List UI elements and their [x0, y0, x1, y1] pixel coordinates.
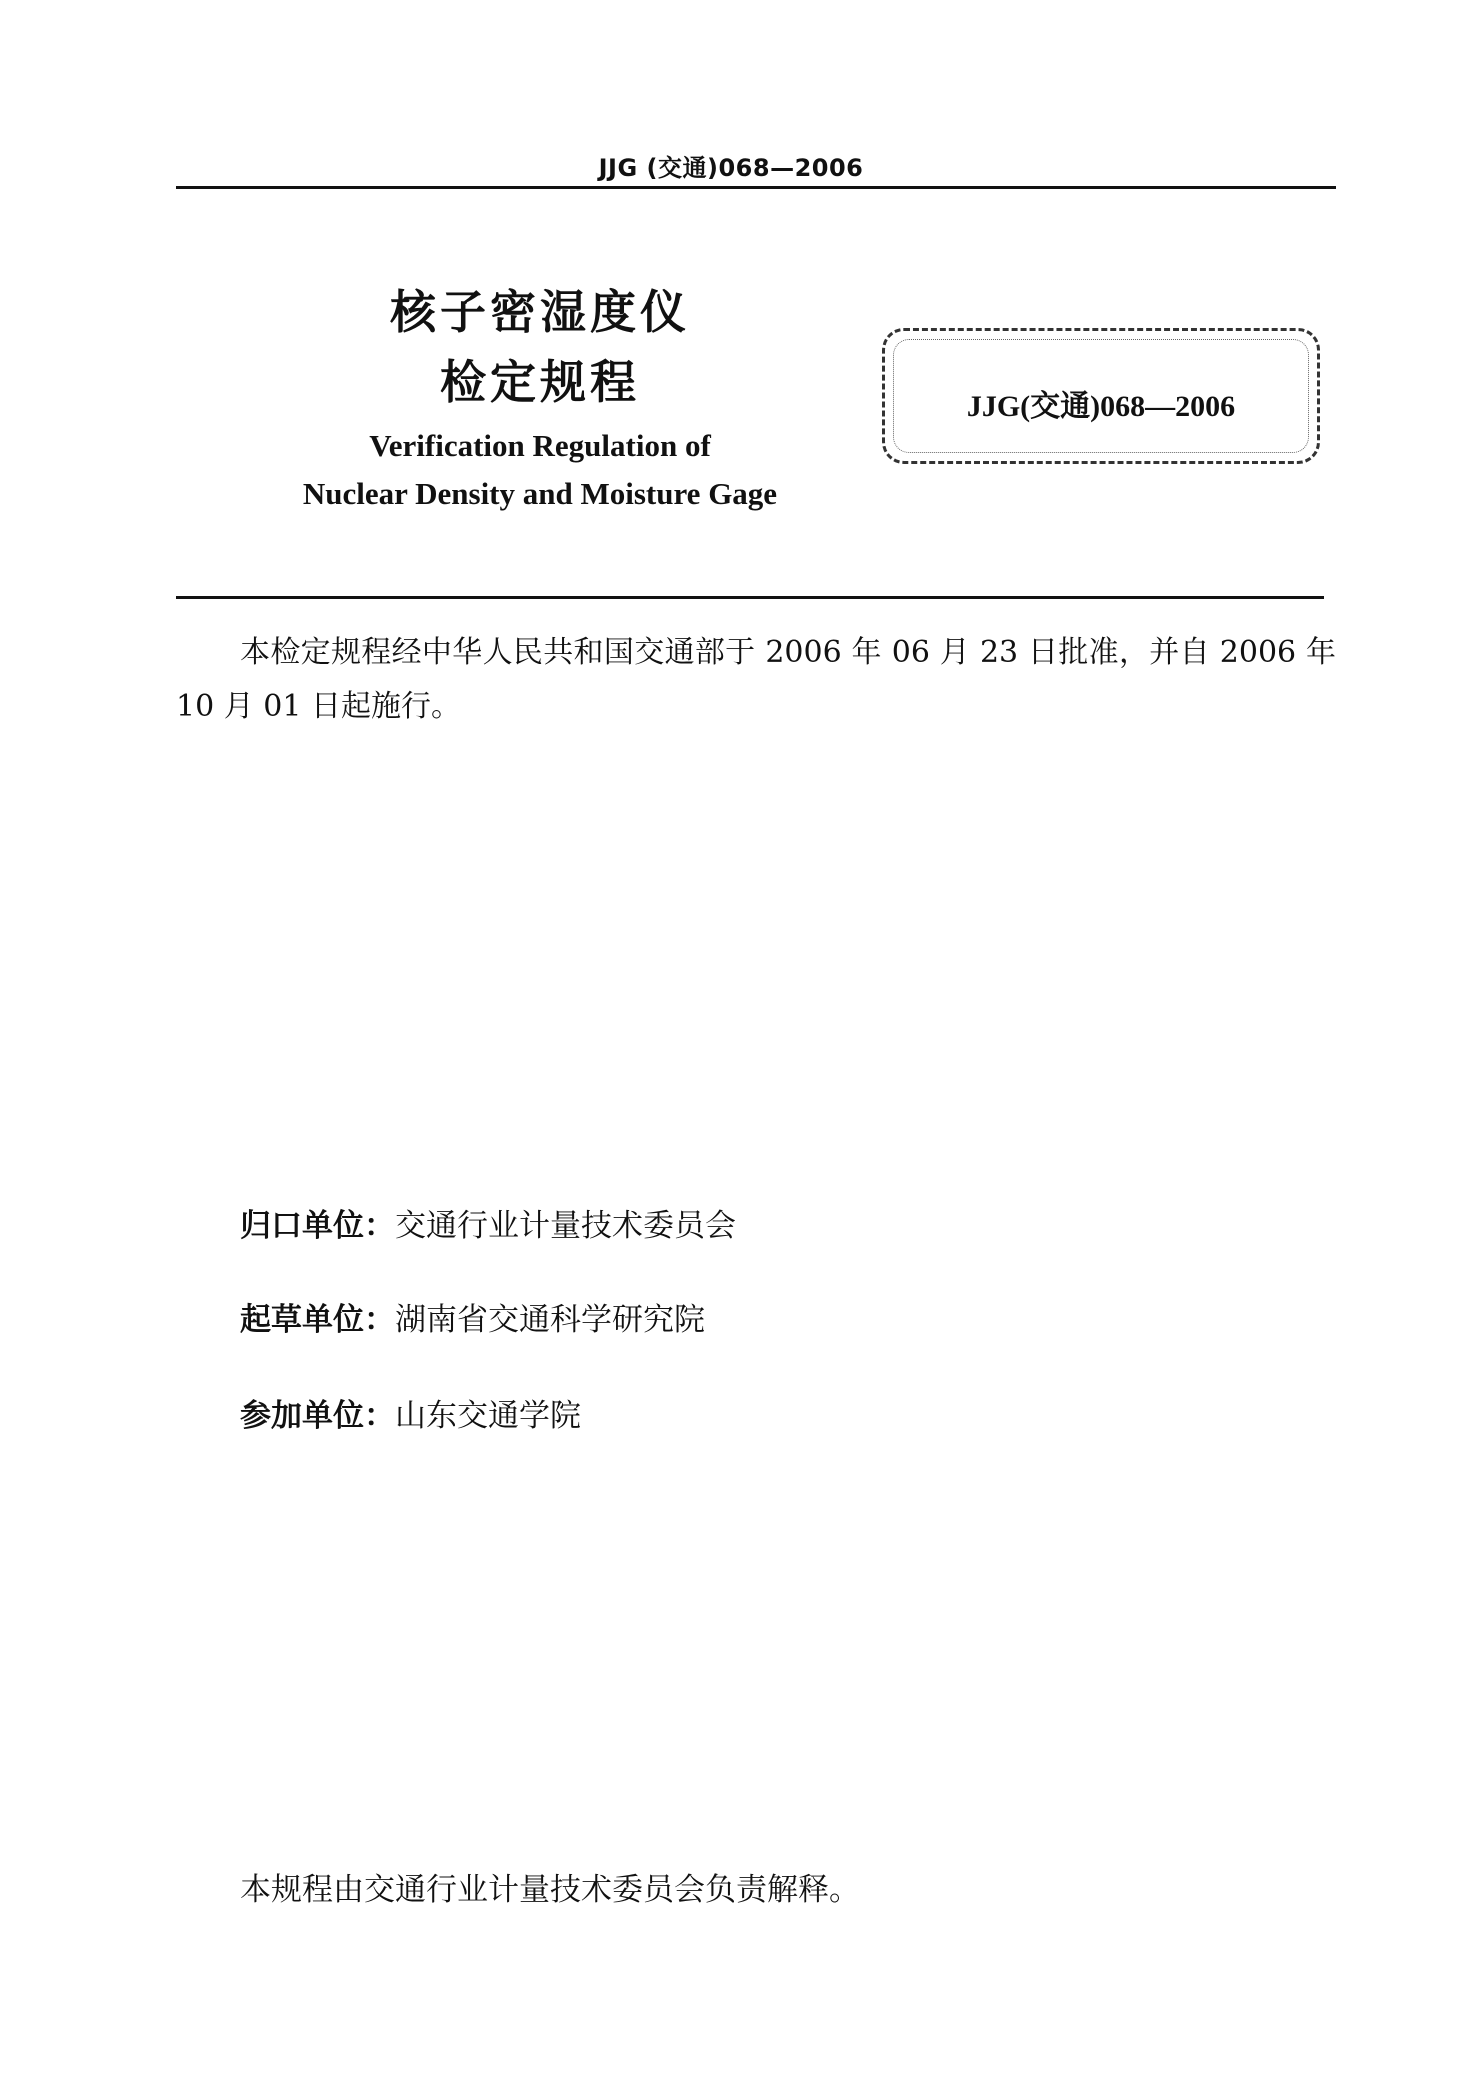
participating-unit	[240, 1390, 581, 1435]
approval-statement: 本检定规程经中华人民共和国交通部于 2006 年 06 月 23 日批准，并自 2006 年 10 月 01 日起施行。	[176, 635, 1336, 724]
standard-code: JJG(交通)068—2006	[966, 390, 1236, 423]
drafting-unit-label: 起草单位：	[240, 1302, 395, 1338]
drafting-unit-value: 湖南省交通科学研究院	[395, 1302, 705, 1338]
title-divider	[176, 596, 1324, 599]
responsible-unit	[240, 1200, 736, 1245]
responsible-unit-value: 交通行业计量技术委员会	[395, 1208, 736, 1244]
title-english-line-2: Nuclear Density and Moisture Gage	[302, 476, 778, 511]
running-header: JJG (交通)068—2006	[598, 154, 864, 182]
drafting-unit	[240, 1294, 705, 1339]
title-english-line-1: Verification Regulation of	[369, 428, 711, 463]
title-chinese-line-1: 核子密湿度仪	[390, 285, 690, 339]
header-divider	[176, 186, 1336, 189]
participating-unit-value: 山东交通学院	[395, 1398, 581, 1434]
participating-unit-label: 参加单位：	[240, 1398, 395, 1434]
title-chinese-line-2: 检定规程	[440, 355, 640, 409]
responsible-unit-label: 归口单位：	[240, 1208, 395, 1244]
standard-code-frame	[882, 328, 1320, 464]
interpretation-statement: 本规程由交通行业计量技术委员会负责解释。	[240, 1872, 860, 1908]
